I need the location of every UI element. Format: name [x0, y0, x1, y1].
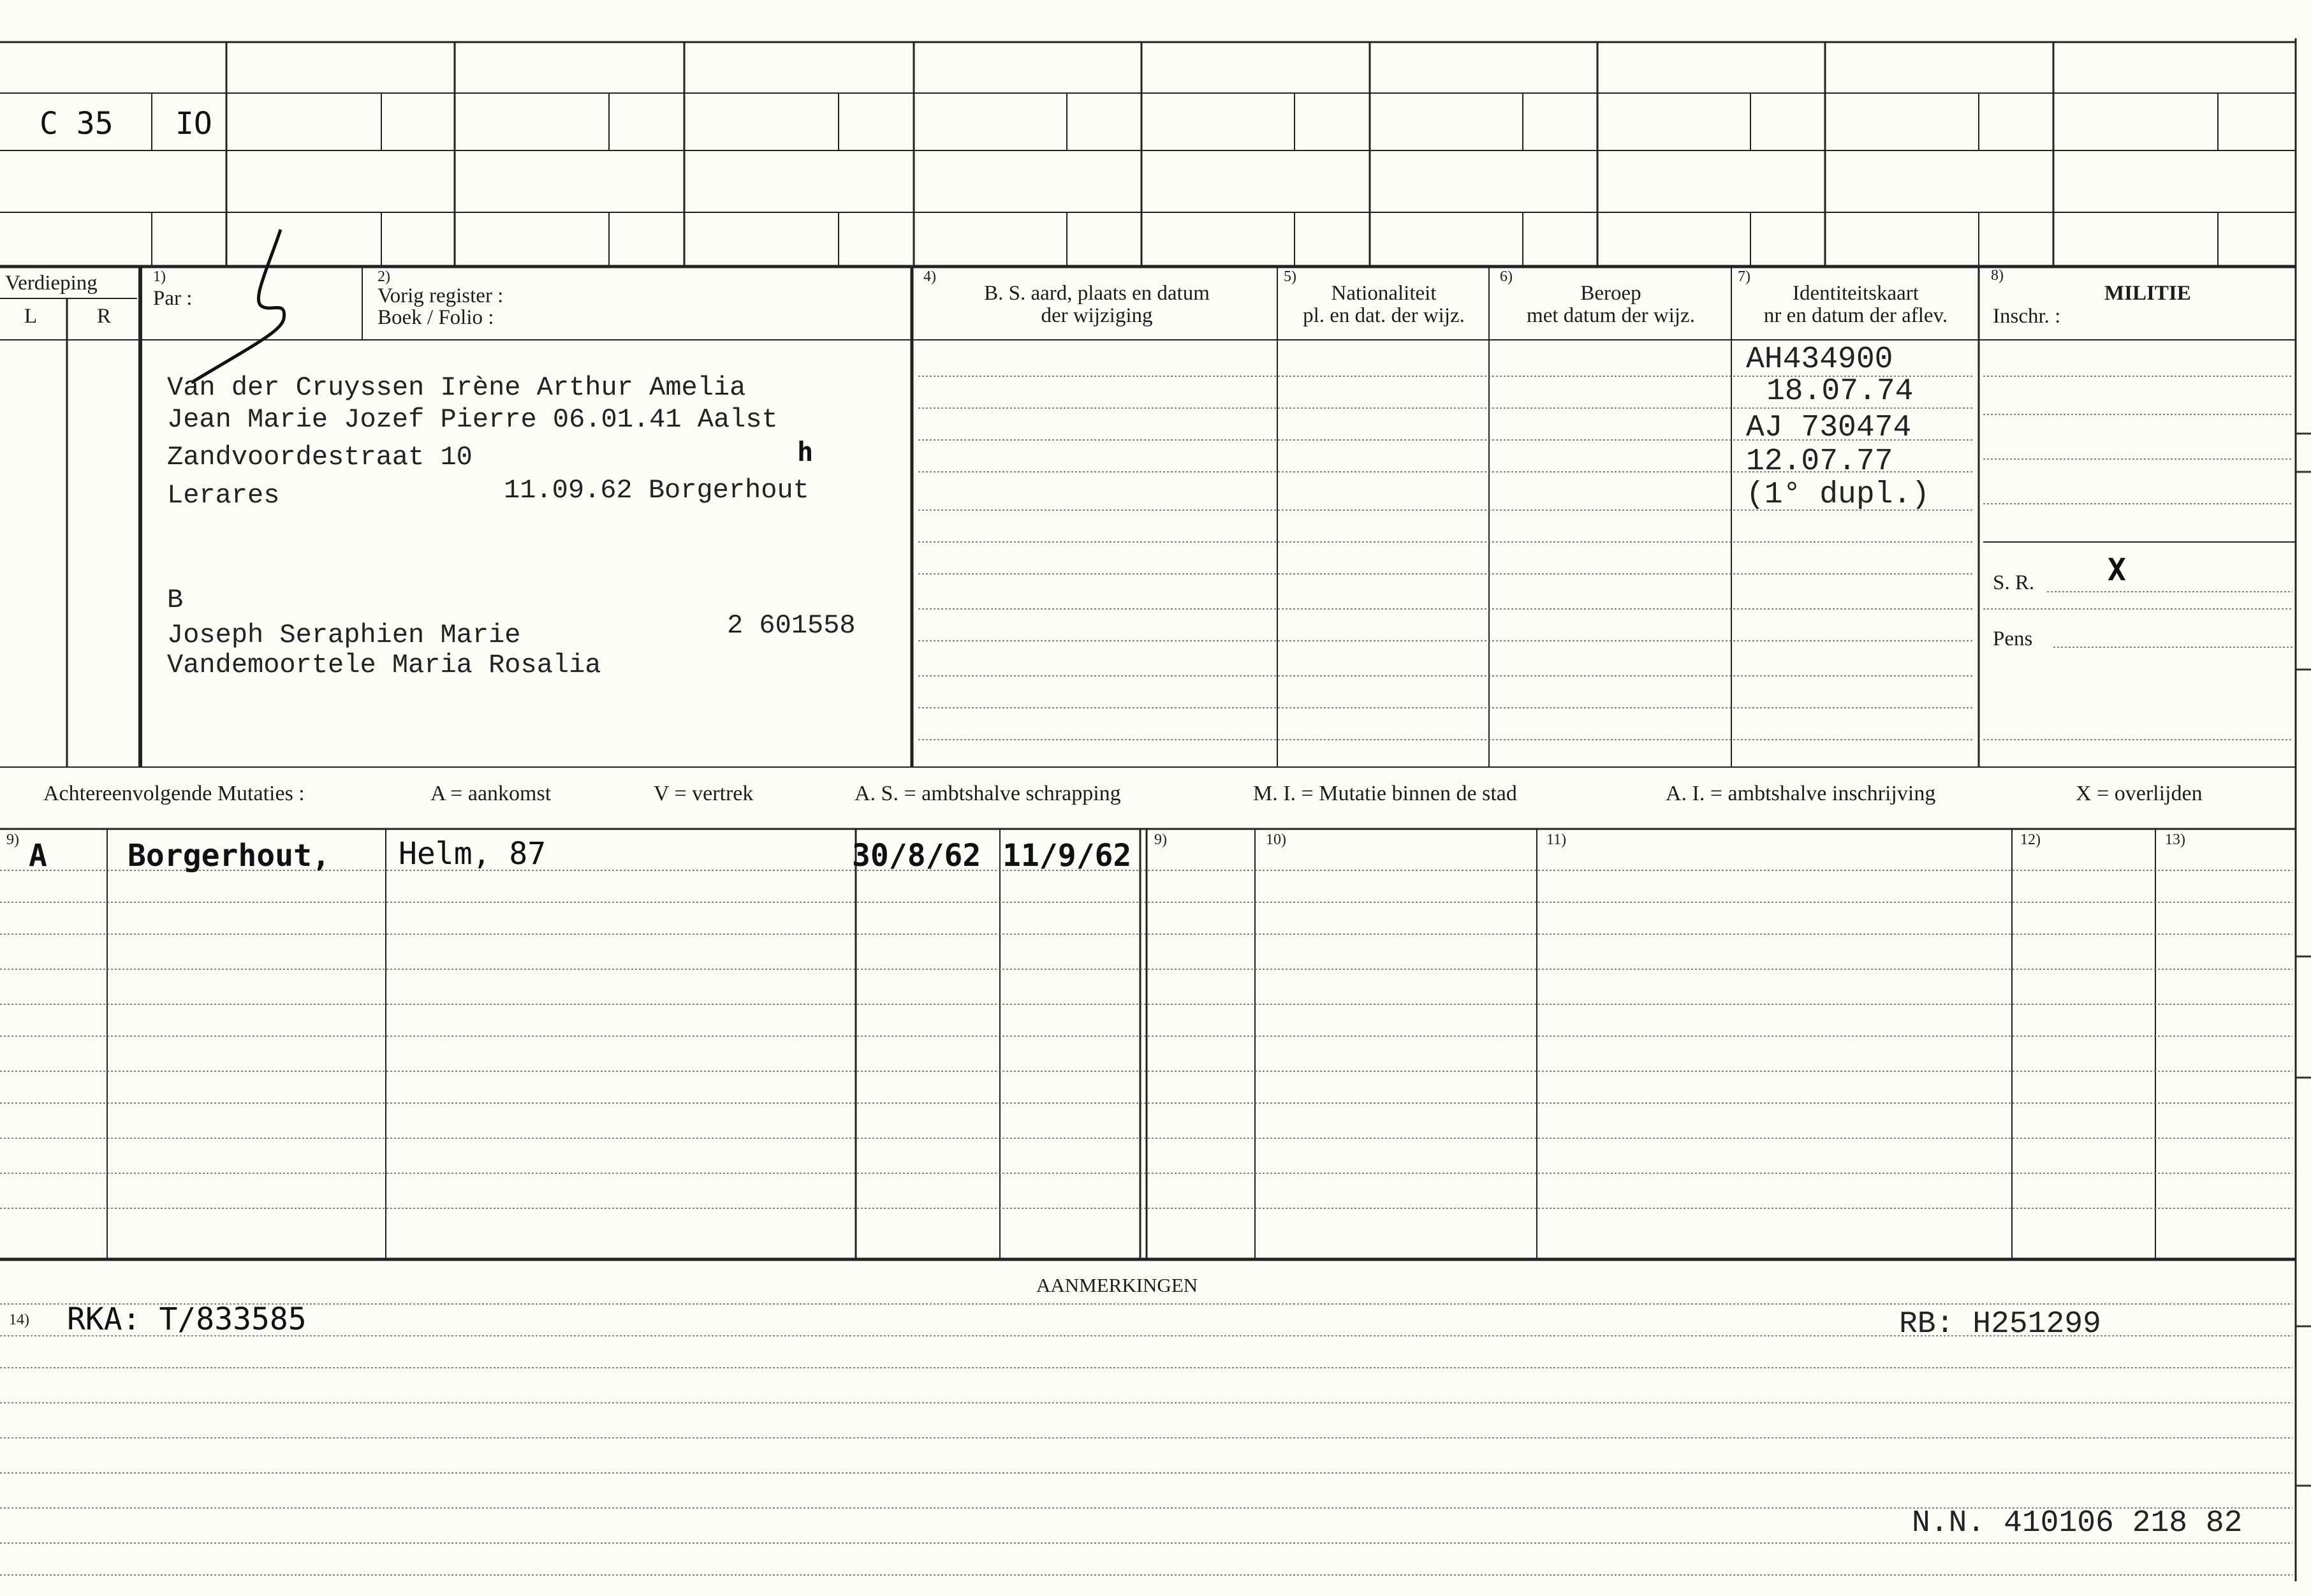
- mut-num-10: 10): [1266, 831, 1286, 848]
- par-label: Par :: [153, 287, 193, 310]
- mut-num-12: 12): [2020, 831, 2041, 848]
- id-label-2: nr en datum der aflev.: [1763, 304, 1948, 327]
- sr-value: X: [2108, 552, 2126, 588]
- bs-label-1: B. S. aard, plaats en datum: [984, 282, 1210, 305]
- inschr-label: Inschr. :: [1993, 305, 2061, 328]
- legend-a: A = aankomst: [430, 782, 552, 805]
- mut-num-11: 11): [1546, 831, 1567, 848]
- id-card-1: AH434900: [1746, 342, 1893, 377]
- person-line-7: Vandemoortele Maria Rosalia: [167, 650, 601, 680]
- boek-folio-label: Boek / Folio :: [378, 306, 494, 329]
- remarks-title: AANMERKINGEN: [1036, 1274, 1198, 1296]
- person-line-2: Jean Marie Jozef Pierre 06.01.41 Aalst: [167, 404, 778, 435]
- legend-intro: Achtereenvolgende Mutaties :: [43, 782, 305, 805]
- remarks-nn: N.N. 410106 218 82: [1912, 1506, 2243, 1541]
- legend-ai: A. I. = ambtshalve inschrijving: [1666, 782, 1936, 805]
- mut-num-9b: 9): [1154, 831, 1167, 848]
- ber-label-2: met datum der wijz.: [1527, 304, 1695, 327]
- id-card-2: AJ 730474: [1746, 411, 1912, 445]
- pen-stroke-mark: [191, 230, 284, 383]
- vorig-register-label: Vorig register :: [378, 284, 504, 307]
- legend-x: X = overlijden: [2076, 782, 2203, 805]
- mut-num-13: 13): [2165, 831, 2185, 848]
- mutation-type: A: [29, 838, 47, 874]
- person-line-3: Zandvoordestraat 10: [167, 442, 473, 472]
- legend-mi: M. I. = Mutatie binnen de stad: [1253, 782, 1517, 805]
- mark-h: h: [797, 436, 814, 467]
- code-io: IO: [175, 106, 212, 142]
- bs-label-2: der wijziging: [1041, 304, 1153, 327]
- legend-v: V = vertrek: [654, 782, 754, 805]
- sr-label: S. R.: [1993, 571, 2035, 594]
- id-card-2-date: 12.07.77: [1746, 444, 1893, 479]
- vorig-num: 2): [378, 268, 390, 285]
- militie-label: MILITIE: [2104, 282, 2191, 305]
- b-label: B: [167, 585, 184, 615]
- remarks-rka: RKA: T/833585: [67, 1301, 307, 1337]
- person-line-6: Joseph Seraphien Marie: [167, 620, 521, 650]
- mutation-place: Borgerhout,: [128, 838, 330, 874]
- par-num: 1): [153, 268, 166, 285]
- nat-num: 5): [1284, 268, 1296, 285]
- remarks-rb: RB: H251299: [1899, 1307, 2101, 1342]
- verdieping-label: Verdieping: [5, 272, 98, 295]
- person-line-1: Van der Cruyssen Irène Arthur Amelia: [167, 372, 746, 403]
- remarks-num: 14): [9, 1312, 29, 1328]
- l-label: L: [24, 305, 38, 328]
- legend-as: A. S. = ambtshalve schrapping: [855, 782, 1121, 805]
- mut-num-9: 9): [6, 831, 19, 848]
- nat-label-2: pl. en dat. der wijz.: [1303, 304, 1465, 327]
- ber-num: 6): [1500, 268, 1513, 285]
- bs-num: 4): [923, 268, 936, 285]
- person-line-6-number: 2 601558: [727, 610, 856, 641]
- ber-label-1: Beroep: [1580, 282, 1641, 305]
- mutation-date-2: 11/9/62: [1002, 838, 1132, 874]
- code-c35: C 35: [40, 106, 114, 142]
- pens-label: Pens: [1993, 627, 2033, 650]
- mutation-date-1: 30/8/62: [852, 838, 981, 874]
- nat-label-1: Nationaliteit: [1331, 282, 1437, 305]
- person-line-4-profession: Lerares: [167, 480, 280, 511]
- id-card-1-date: 18.07.74: [1766, 374, 1914, 409]
- mutation-address: Helm, 87: [399, 836, 547, 872]
- id-card-2-note: (1° dupl.): [1746, 478, 1930, 512]
- mil-num: 8): [1991, 267, 2004, 284]
- person-line-4-date-place: 11.09.62 Borgerhout: [504, 475, 809, 506]
- id-label-1: Identiteitskaart: [1793, 282, 1919, 305]
- id-num: 7): [1738, 268, 1750, 285]
- r-label: R: [97, 305, 112, 328]
